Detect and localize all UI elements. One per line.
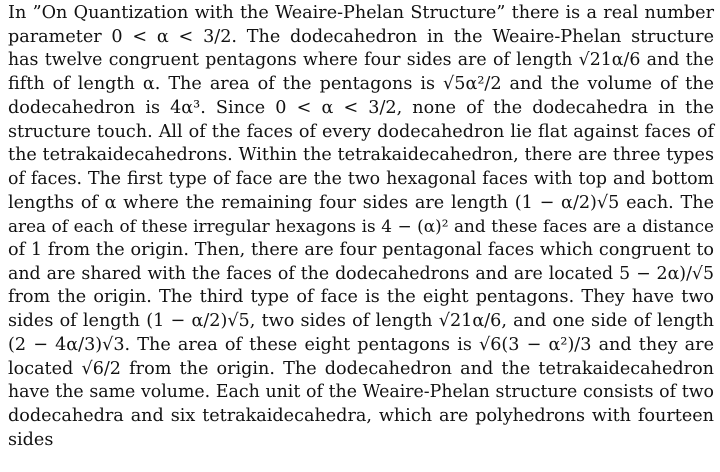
- text-line: the tetrakaidecahedrons. Within the tetrakaidecahedron, there are three types: [8, 145, 714, 166]
- text-line: In ”On Quantization with the Weaire-Phelan Structure” there is a real number: [8, 3, 714, 23]
- text-line: lengths of α where the remaining four sides are length (1 − α/2)√5 each. The: [8, 192, 714, 213]
- text-line: area of each of these irregular hexagons is 4 − (α)² and these faces are a distance: [8, 216, 714, 237]
- document-body: [8, 2, 714, 452]
- text-line: (2 − 4α/3)√3. The area of these eight pentagons is √6(3 − α²)/3 and they are: [8, 334, 714, 355]
- text-line: parameter 0 < α < 3/2. The dodecahedron in the Weaire-Phelan structure: [8, 26, 714, 47]
- text-line: located √6/2 from the origin. The dodecahedron and the tetrakaidecahedron: [8, 358, 714, 379]
- text-line: have the same volume. Each unit of the Weaire-Phelan structure consists of two: [8, 382, 714, 403]
- text-line: and are shared with the faces of the dodecahedrons and are located 5 − 2α)/√5: [8, 263, 714, 284]
- text-line: has twelve congruent pentagons where four sides are of length √21α/6 and the: [8, 50, 714, 71]
- text-line: fifth of length α. The area of the pentagons is √5α²/2 and the volume of the: [8, 74, 714, 95]
- text-line: dodecahedra and six tetrakaidecahedra, which are polyhedrons with fourteen: [8, 405, 714, 426]
- text-line: sides: [8, 429, 54, 450]
- text-line: from the origin. The third type of face is the eight pentagons. They have two: [8, 287, 714, 308]
- text-line: of faces. The first type of face are the two hexagonal faces with top and bottom: [8, 168, 714, 189]
- text-line: of 1 from the origin. Then, there are four pentagonal faces which congruent to: [8, 240, 714, 261]
- text-line: sides of length (1 − α/2)√5, two sides of length √21α/6, and one side of length: [8, 311, 714, 332]
- text-line: dodecahedron is 4α³. Since 0 < α < 3/2, none of the dodecahedra in the: [8, 97, 714, 118]
- text-line: structure touch. All of the faces of every dodecahedron lie flat against faces of: [8, 121, 714, 142]
